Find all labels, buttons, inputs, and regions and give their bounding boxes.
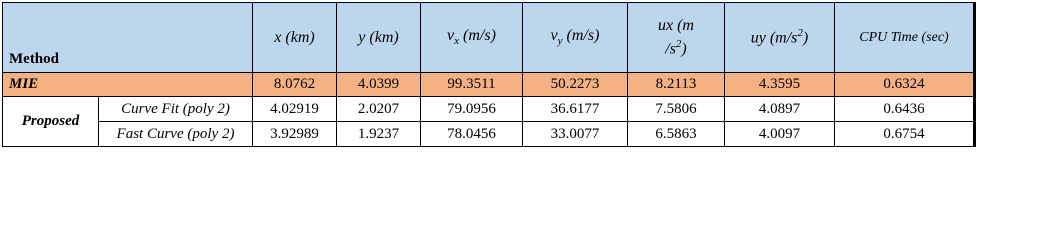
- table-row-mie: [3, 73, 975, 97]
- table-row-fast-curve: [3, 122, 975, 147]
- table-cell: 79.0956: [421, 97, 523, 122]
- table-cell: 78.0456: [421, 122, 523, 147]
- table-cell: 2.0207: [337, 97, 421, 122]
- table-cell: 8.2113: [628, 73, 725, 97]
- submethod-label: Curve Fit (poly 2): [99, 97, 253, 122]
- table-cell: 4.3595: [725, 73, 835, 97]
- table-cell: 0.6754: [835, 122, 975, 147]
- results-table-container: [2, 2, 976, 147]
- header-vy: $v_y$ (m/s): [523, 3, 628, 73]
- table-row-curve-fit: [3, 97, 975, 122]
- table-cell: 33.0077: [523, 122, 628, 147]
- header-method: Method: [3, 3, 253, 73]
- header-y: y (km): [337, 3, 421, 73]
- header-x: x (km): [253, 3, 337, 73]
- table-cell: 50.2273: [523, 73, 628, 97]
- table-cell: 99.3511: [421, 73, 523, 97]
- table-cell: 1.9237: [337, 122, 421, 147]
- results-table: [2, 2, 976, 147]
- header-cpu-time: CPU Time (sec): [835, 3, 975, 73]
- table-cell: 8.0762: [253, 73, 337, 97]
- table-cell: 0.6324: [835, 73, 975, 97]
- header-row: [3, 3, 975, 73]
- table-cell: 6.5863: [628, 122, 725, 147]
- table-cell: 4.0399: [337, 73, 421, 97]
- method-label-proposed: Proposed: [3, 97, 99, 147]
- method-label-mie: MIE: [3, 73, 253, 97]
- table-cell: 3.92989: [253, 122, 337, 147]
- table-cell: 7.5806: [628, 97, 725, 122]
- table-cell: 0.6436: [835, 97, 975, 122]
- table-cell: 36.6177: [523, 97, 628, 122]
- table-cell: 4.0097: [725, 122, 835, 147]
- submethod-label: Fast Curve (poly 2): [99, 122, 253, 147]
- table-cell: 4.02919: [253, 97, 337, 122]
- header-ux: ux (m $/s^2$): [628, 3, 725, 73]
- table-cell: 4.0897: [725, 97, 835, 122]
- header-uy: uy $(m/s^2)$: [725, 3, 835, 73]
- header-vx: $v_x$ (m/s): [421, 3, 523, 73]
